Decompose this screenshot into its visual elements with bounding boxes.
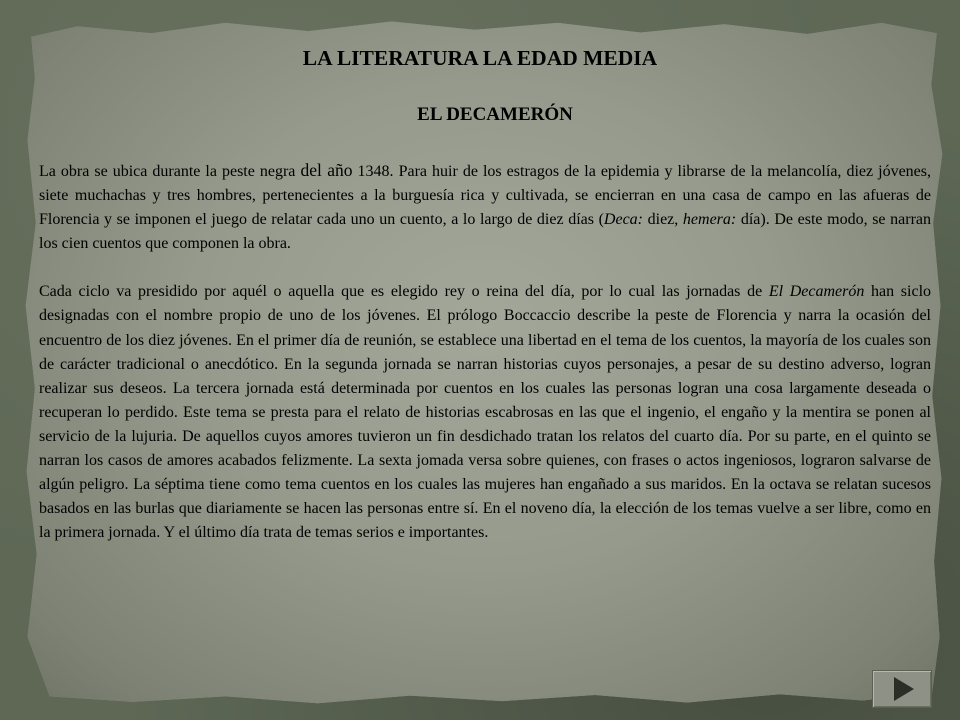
term-deca: Deca:: [603, 211, 644, 229]
play-triangle-icon: [873, 671, 931, 707]
section-subtitle: EL DECAMERÓN: [417, 104, 573, 125]
paragraph-intro-text-a: 1348. Para huir de los estragos de la epidemia y librarse de la melancolía, diez jóvenes, siete muchachas y tres hombres, pertenecientes a la burguesía rica y cultivada, se encierran en una casa de campo en las afueras de Florencia y se imponen el juego de relatar cada uno un cuento, a lo largo de diez días (: [39, 163, 932, 229]
term-hemera: hemera:: [682, 211, 737, 229]
year-phrase: del año: [300, 160, 353, 180]
page-title: LA LITERATURA LA EDAD MEDIA: [302, 46, 658, 70]
paragraph-cycles-text-b: han siclo designadas con el nombre propio de uno de los jóvenes. El prólogo Boccaccio describe la peste de Florencia y narra la ocasión del encuentro de los diez jóvenes. En el primer día de reunión, se establece una libertad en el tema de los cuentos, la mayoría de los cuales son de carácter tradicional o anecdótico. En la segunda jornada se narran historias cuyos personajes, a pesar de su destino adverso, logran realizar sus deseos. La tercera jornada está determinada por cuentos en los cuales las personas logran una cosa largamente deseada o recuperan lo perdido. Este tema se presta para el relato de historias escabrosas en las que el ingenio, el engaño y la mentira se ponen al servicio de la lujuria. De aquellos cuyos amores tuvieron un fin desdichado tratan los relatos del cuarto día. Por su parte, en el quinto se narran los casos de amores acabados felizmente. La sexta jomada versa sobre quienes, con frases o actos ingeniosos, lograron salvarse de algún peligro. La séptima tiene como tema cuentos en los cuales las mujeres han engañado a sus maridos. En la octava se relatan sucesos basados en las burlas que diariamente se hacen las personas entre sí. En el noveno día, la elección de los temas vuelve a ser libre, como en la primera jornada. Y el último día trata de temas serios e importantes.: [39, 283, 932, 542]
paragraph-cycles-text-a: Cada ciclo va presidido por aquél o aquella que es elegido rey o reina del día, por lo cual las jornadas de: [39, 283, 769, 301]
next-slide-button[interactable]: [872, 670, 932, 708]
paragraph-intro: [39, 158, 931, 256]
paragraph-intro-text-b: diez,: [643, 211, 683, 229]
book-title-decameron: El Decamerón: [768, 283, 865, 301]
paragraph-intro-text: La obra se ubica durante la peste negra: [39, 163, 301, 180]
article-body: [39, 158, 931, 545]
paragraph-intro-text-c: día). De este modo, se narran los cien cuentos que componen la obra.: [39, 211, 932, 253]
paragraph-cycles: [39, 280, 931, 545]
